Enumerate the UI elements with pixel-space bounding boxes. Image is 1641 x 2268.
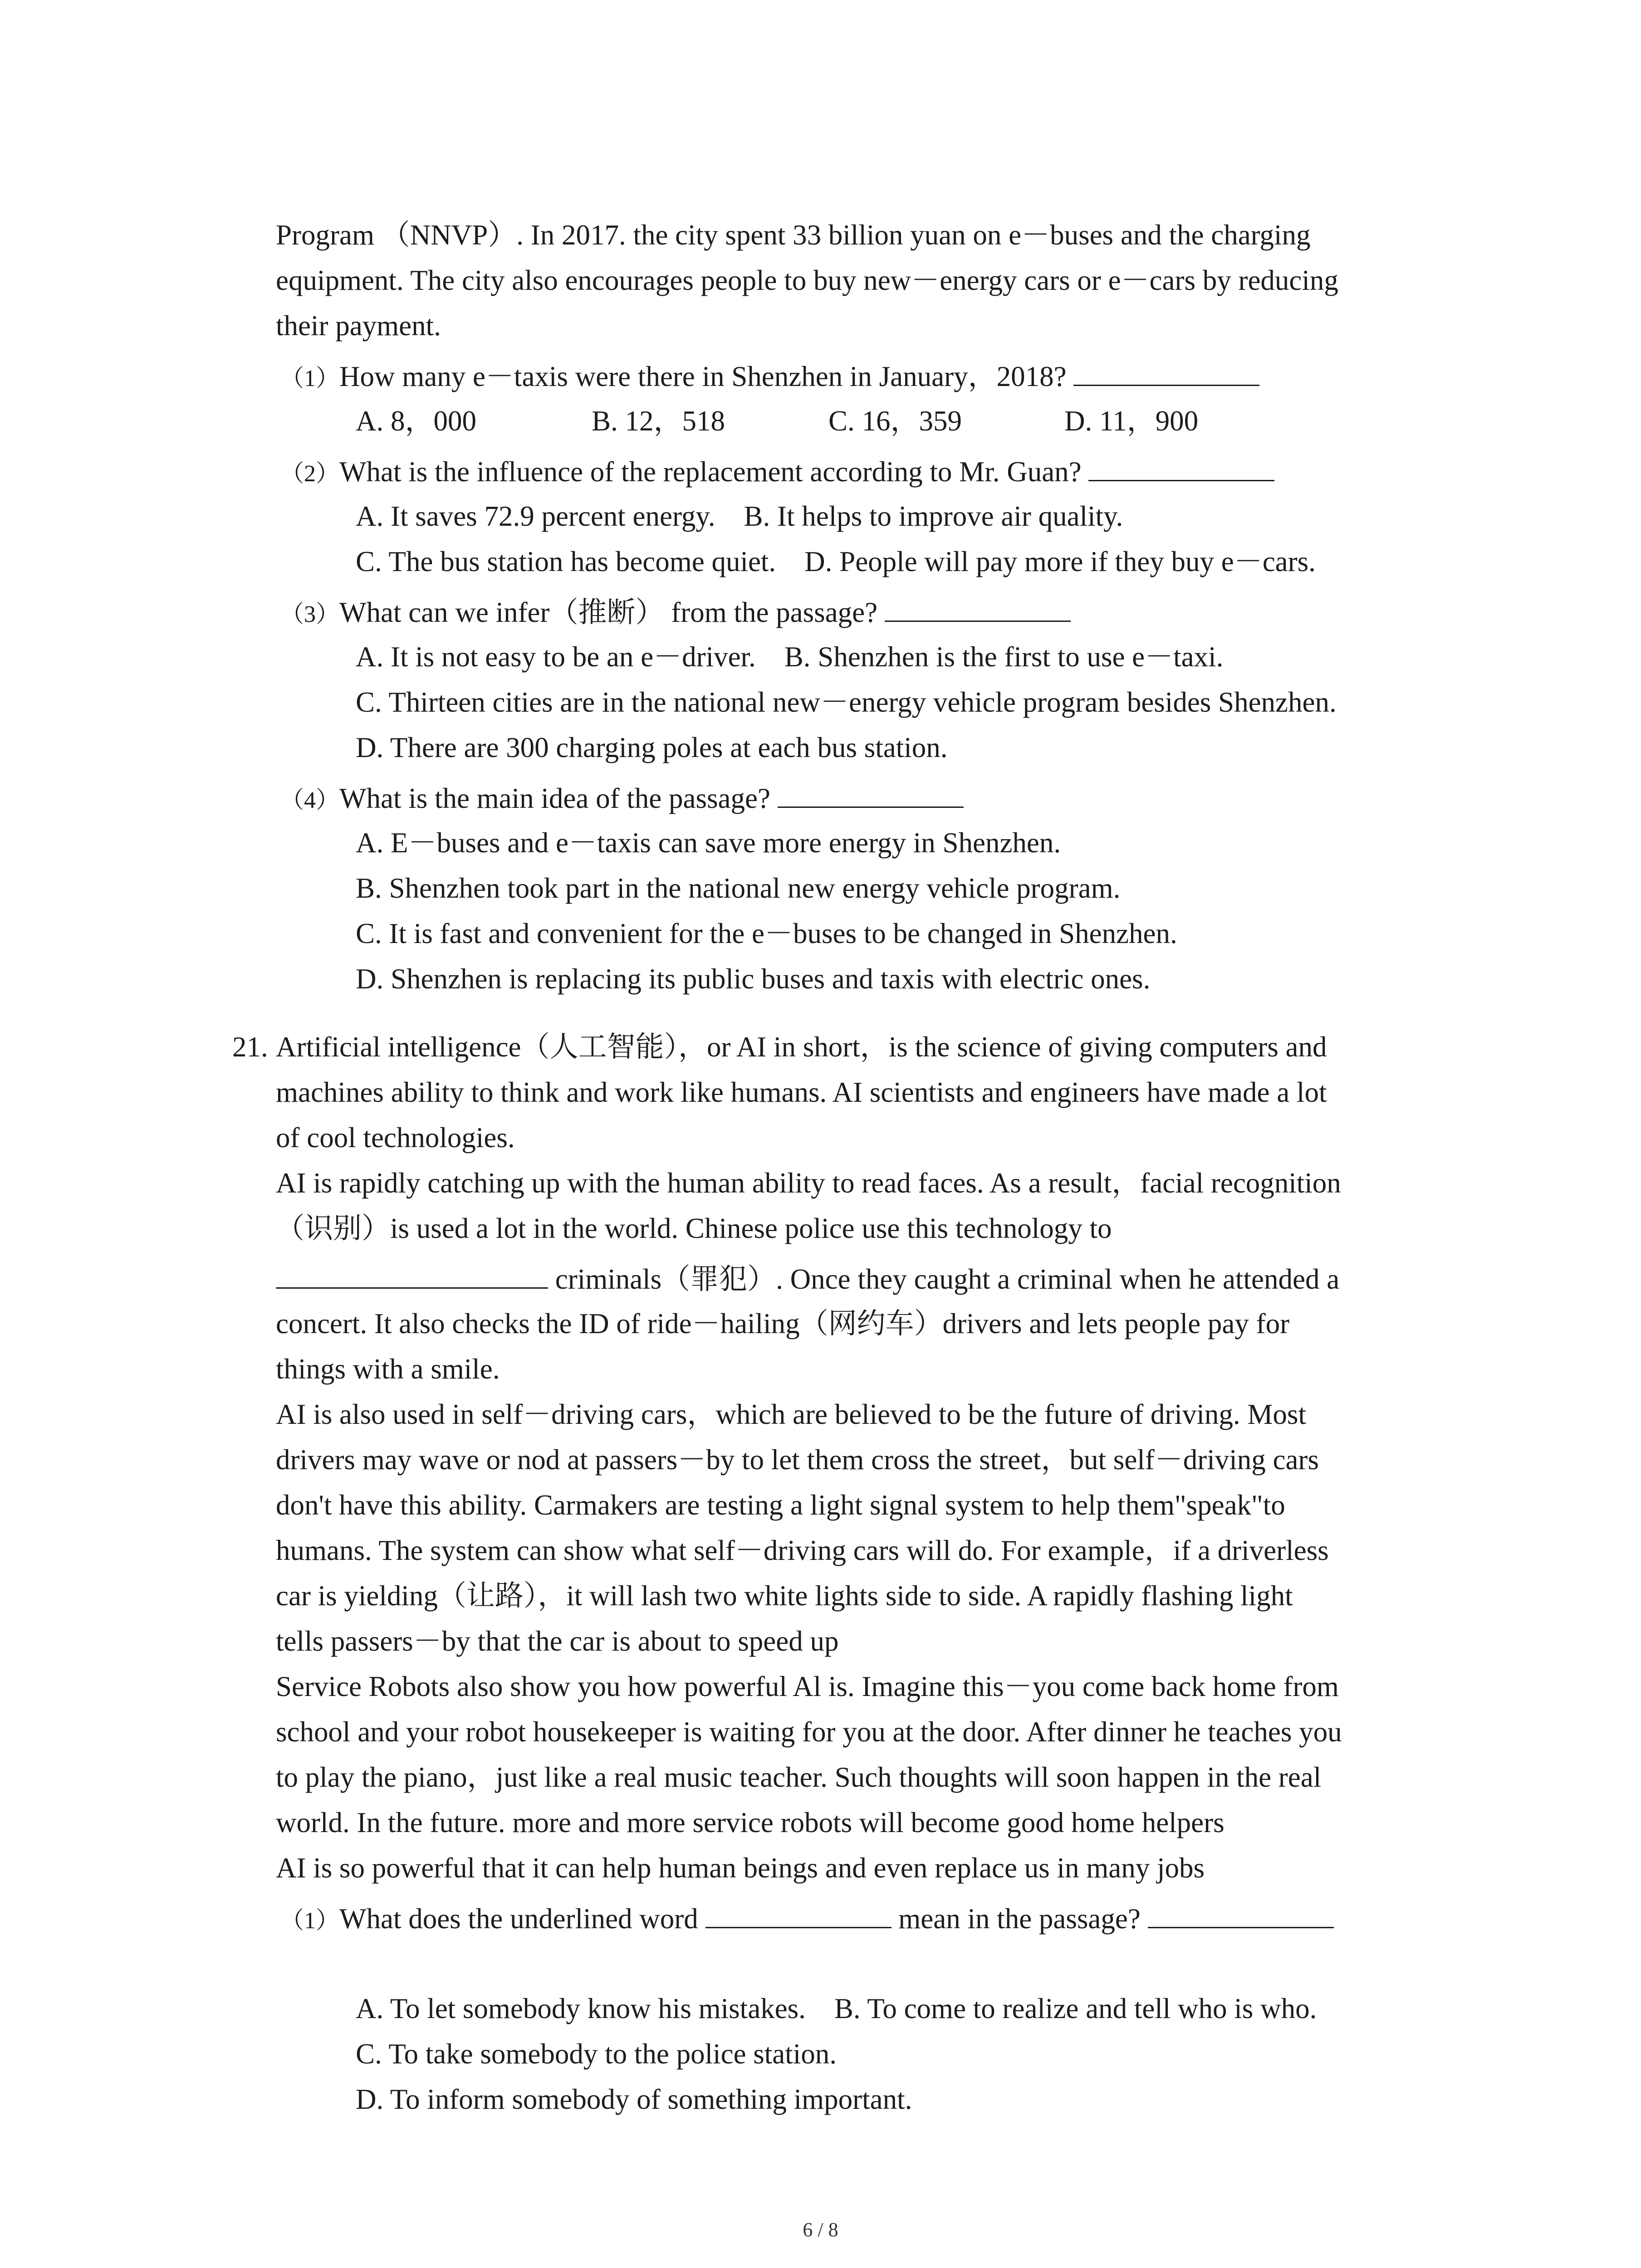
option-line: D. Shenzhen is replacing its public buses and taxis with electric ones. bbox=[356, 963, 1151, 995]
passage-line: AI is so powerful that it can help human beings and even replace us in many jobs bbox=[276, 1852, 1205, 1884]
option-line: C. Thirteen cities are in the national new－energy vehicle program besides Shenzhen. bbox=[356, 686, 1337, 718]
question-text: mean in the passage? bbox=[891, 1903, 1148, 1935]
question-20-2 bbox=[280, 453, 1274, 489]
page-number: 6 / 8 bbox=[803, 2219, 838, 2241]
passage-line: don't have this ability. Carmakers are testing a light signal system to help them"speak"to bbox=[276, 1489, 1285, 1521]
passage-line: tells passers－by that the car is about to speed up bbox=[276, 1625, 839, 1657]
question-text: What can we infer（推断） from the passage? bbox=[339, 596, 885, 628]
passage-line: to play the piano，just like a real music teacher. Such thoughts will soon happen in the real bbox=[276, 1761, 1322, 1793]
question-20-3 bbox=[280, 593, 1071, 630]
question-number: （2） bbox=[280, 461, 340, 487]
option-line: A. E－buses and e－taxis can save more energy in Shenzhen. bbox=[356, 827, 1061, 859]
passage-line: Service Robots also show you how powerful Al is. Imagine this－you come back home from bbox=[276, 1671, 1339, 1702]
question-number: （1） bbox=[280, 1908, 340, 1934]
passage-line: Program （NNVP）. In 2017. the city spent 33 billion yuan on e－buses and the charging bbox=[276, 219, 1311, 251]
passage-text: criminals（罪犯）. Once they caught a criminal when he attended a bbox=[548, 1263, 1340, 1295]
passage-line: school and your robot housekeeper is waiting for you at the door. After dinner he teaches you bbox=[276, 1716, 1342, 1748]
question-text: How many e－taxis were there in Shenzhen in January，2018? bbox=[339, 361, 1074, 392]
passage-line: of cool technologies. bbox=[276, 1122, 515, 1154]
option-line: A. It saves 72.9 percent energy. B. It helps to improve air quality. bbox=[356, 500, 1123, 532]
option-b: B. 12，518 bbox=[592, 405, 725, 437]
question-number-21: 21. bbox=[232, 1031, 268, 1063]
option-a: A. 8，000 bbox=[356, 405, 476, 437]
word-blank[interactable] bbox=[705, 1900, 892, 1928]
answer-blank[interactable] bbox=[778, 779, 964, 808]
question-text: What does the underlined word bbox=[339, 1903, 705, 1935]
answer-blank[interactable] bbox=[885, 593, 1071, 622]
passage-line: things with a smile. bbox=[276, 1353, 500, 1385]
passage-line: machines ability to think and work like humans. AI scientists and engineers have made a lot bbox=[276, 1076, 1327, 1108]
answer-blank[interactable] bbox=[1088, 453, 1274, 481]
question-21-1 bbox=[280, 1900, 1334, 1936]
underlined-blank[interactable] bbox=[276, 1260, 548, 1289]
option-line: C. The bus station has become quiet. D. People will pay more if they buy e－cars. bbox=[356, 546, 1316, 577]
option-line: D. To inform somebody of something important. bbox=[356, 2083, 912, 2115]
passage-line: drivers may wave or nod at passers－by to let them cross the street，but self－driving cars bbox=[276, 1444, 1319, 1476]
passage-line: AI is rapidly catching up with the human ability to read faces. As a result，facial recognition bbox=[276, 1167, 1341, 1199]
option-line: C. To take somebody to the police station. bbox=[356, 2038, 837, 2070]
question-number: （3） bbox=[280, 601, 340, 627]
passage-line: Artificial intelligence（人工智能），or AI in short，is the science of giving computers and bbox=[276, 1031, 1327, 1063]
question-text: What is the main idea of the passage? bbox=[339, 782, 778, 814]
passage-line: world. In the future. more and more service robots will become good home helpers bbox=[276, 1807, 1225, 1838]
question-number: （1） bbox=[280, 366, 340, 391]
question-20-1 bbox=[280, 357, 1259, 394]
option-line: D. There are 300 charging poles at each bus station. bbox=[356, 732, 948, 763]
passage-line: car is yielding（让路），it will lash two white lights side to side. A rapidly flashing light bbox=[276, 1580, 1293, 1612]
passage-line: AI is also used in self－driving cars，which are believed to be the future of driving. Most bbox=[276, 1398, 1306, 1430]
passage-line: their payment. bbox=[276, 310, 441, 342]
passage-line: （识别）is used a lot in the world. Chinese police use this technology to bbox=[276, 1212, 1112, 1244]
passage-line: equipment. The city also encourages people to buy new－energy cars or e－cars by reducing bbox=[276, 264, 1338, 296]
option-line: A. To let somebody know his mistakes. B. To come to realize and tell who is who. bbox=[356, 1993, 1317, 2024]
option-line: A. It is not easy to be an e－driver. B. Shenzhen is the first to use e－taxi. bbox=[356, 641, 1224, 673]
option-line: C. It is fast and convenient for the e－buses to be changed in Shenzhen. bbox=[356, 918, 1177, 949]
answer-blank[interactable] bbox=[1148, 1900, 1334, 1928]
option-d: D. 11，900 bbox=[1064, 405, 1199, 437]
passage-line: concert. It also checks the ID of ride－hailing（网约车）drivers and lets people pay for bbox=[276, 1308, 1290, 1339]
question-number: （4） bbox=[280, 787, 340, 813]
answer-blank[interactable] bbox=[1073, 357, 1259, 386]
passage-line-with-blank bbox=[276, 1260, 1339, 1296]
option-c: C. 16，359 bbox=[828, 405, 962, 437]
option-line: B. Shenzhen took part in the national new energy vehicle program. bbox=[356, 872, 1121, 904]
question-20-4 bbox=[280, 779, 964, 816]
passage-line: humans. The system can show what self－driving cars will do. For example，if a driverless bbox=[276, 1535, 1329, 1566]
question-text: What is the influence of the replacement according to Mr. Guan? bbox=[339, 456, 1089, 488]
